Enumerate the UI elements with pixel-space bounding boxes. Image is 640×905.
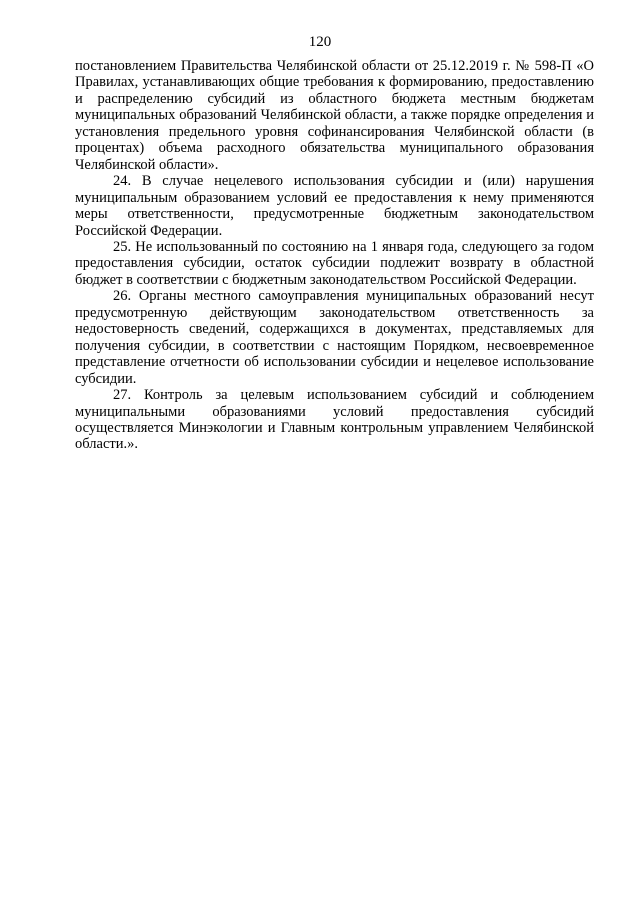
paragraph-continuation: постановлением Правительства Челябинской области от 25.12.2019 г. № 598-П «О Правилах, устанавливающих общие требования к формированию, предоставлению и распределению субсидий из областного бюджета местным бюджетам муниципальных образований Челябинской области, а также порядке определения и установления предельного уровня софинансирования Челябинской области (в процентах) объема расходного обязательства муниципального образования Челябинской области». [75,58,594,173]
page-number: 120 [308,34,332,50]
paragraph-25: 25. Не использованный по состоянию на 1 января года, следующего за годом предоставления субсидии, остаток субсидии подлежит возврату в областной бюджет в соответствии с бюджетным законодательством Российской Федерации. [75,238,594,288]
paragraph-26: 26. Органы местного самоуправления муниципальных образований несут предусмотренную действующим законодательством ответственность за недостоверность сведений, содержащихся в документах, представляемых для получения субсидии, в соответствии с настоящим Порядком, несвоевременное представление отчетности об использовании субсидии и нецелевое использование субсидии. [75,288,594,387]
paragraph-27: 27. Контроль за целевым использованием субсидий и соблюдением муниципальными образованиями условий предоставления субсидий осуществляется Минэкологии и Главным контрольным управлением Челябинской области.». [75,387,594,453]
document-body [75,58,594,453]
paragraph-24: 24. В случае нецелевого использования субсидии и (или) нарушения муниципальным образованием условий ее предоставления к нему применяются меры ответственности, предусмотренные бюджетным законодательством Российской Федерации. [75,173,594,239]
